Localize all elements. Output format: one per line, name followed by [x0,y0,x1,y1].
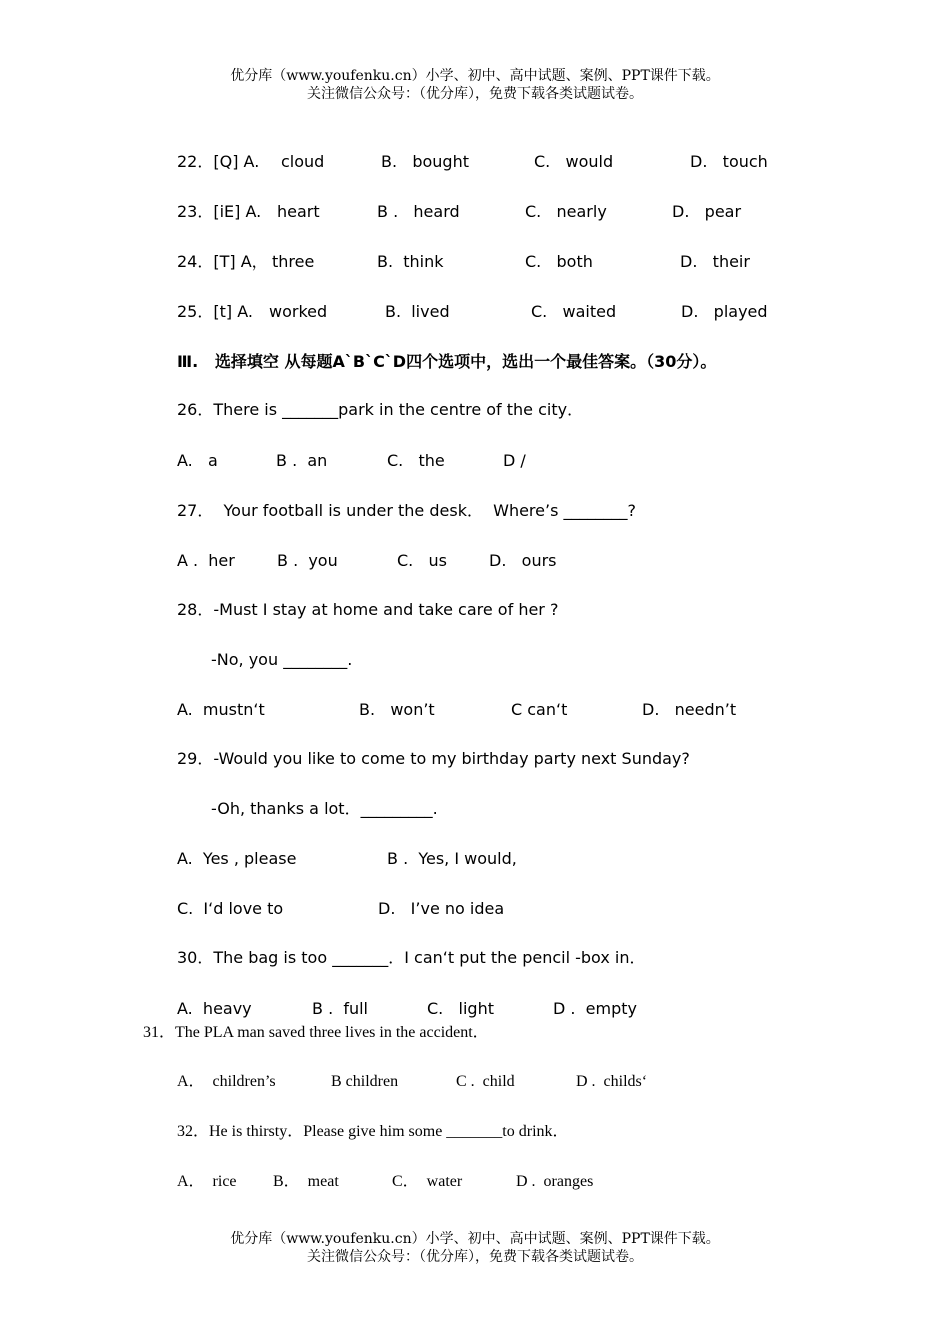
question-23 [0,200,950,224]
question-28 [0,598,950,622]
page-header-line-1: 优分库（www.youfenku.cn）小学、初中、高中试题、案例、PPT课件下载。 [230,68,720,84]
option-a: worked [269,302,328,321]
question-29 [0,747,950,771]
option-a: heart [277,202,320,221]
option-a: three [272,252,315,271]
option-a: A. heavy [177,999,252,1018]
option-d: D . childs‘ [576,1073,648,1090]
question-29-options-row-2 [0,897,950,921]
option-c: C. would [534,152,614,171]
question-31-options [0,1070,950,1094]
option-c: C. light [427,999,494,1018]
question-32-options [0,1170,950,1194]
option-b: B． meat [273,1173,339,1190]
section-title: Ⅲ. 选择填空 从每题A`B`C`D四个选项中，选出一个最佳答案。（30分）。 [177,352,717,371]
option-d: D. ours [489,551,557,570]
question-number: 22．[Q] A. [177,152,260,171]
option-c: C. us [397,551,447,570]
option-c: C. waited [531,302,617,321]
option-a: A． rice [177,1173,237,1190]
option-a: A． children’s [177,1073,276,1090]
option-b: B . heard [377,202,460,221]
question-stem: 27． Your football is under the desk． Where’s ________? [177,501,637,520]
option-d: D. needn’t [642,700,737,719]
option-b: B . an [276,451,328,470]
option-d: D. I’ve no idea [378,899,505,918]
option-d: D. touch [690,152,768,171]
question-30 [0,946,950,970]
option-d: D . empty [553,999,637,1018]
section-3-heading [0,350,950,374]
page-footer-line-1: 优分库（www.youfenku.cn）小学、初中、高中试题、案例、PPT课件下载。 [230,1231,720,1247]
question-22 [0,150,950,174]
option-a: A. Yes , please [177,849,297,868]
option-c: C． water [392,1173,463,1190]
option-b: B children [331,1073,399,1090]
question-number: 24．[T] A， [177,252,268,271]
option-b: B. lived [385,302,450,321]
question-29-options-row-1 [0,847,950,871]
question-25 [0,300,950,324]
question-number: 23．[iE] A. [177,202,262,221]
question-27 [0,499,950,523]
question-26 [0,398,950,422]
option-a: A. a [177,451,218,470]
dialogue-reply: -Oh, thanks a lot．_________. [211,799,438,818]
question-28-options [0,698,950,722]
question-stem: 26．There is _______park in the centre of the city． [177,400,584,419]
option-c: C . child [456,1073,515,1090]
question-stem: 29．-Would you like to come to my birthday party next Sunday? [177,749,690,768]
page-header-line-2: 关注微信公众号：（优分库），免费下载各类试题试卷。 [307,86,643,102]
option-c: C. both [525,252,593,271]
dialogue-reply: -No, you ________. [211,650,353,669]
option-d: D. pear [672,202,742,221]
option-c: C. the [387,451,445,470]
page-footer-line-2: 关注微信公众号：（优分库），免费下载各类试题试卷。 [307,1249,643,1265]
question-stem: 28．-Must I stay at home and take care of her ? [177,600,559,619]
question-stem: 30．The bag is too _______．I can‘t put the pencil -box in． [177,948,646,967]
question-28-reply [0,648,950,672]
option-b: B. won’t [359,700,435,719]
option-c: C. nearly [525,202,607,221]
option-b: B. think [377,252,444,271]
option-b: B. bought [381,152,469,171]
option-b: B . you [277,551,338,570]
question-29-reply [0,797,950,821]
question-31 [0,1021,950,1045]
option-a: A. mustn‘t [177,700,265,719]
option-d: D. played [681,302,768,321]
question-number: 25．[t] A. [177,302,253,321]
question-30-options [0,997,950,1021]
option-b: B . full [312,999,368,1018]
question-stem: 32．He is thirsty．Please give him some _______to drink． [177,1123,569,1140]
option-d: D . oranges [516,1173,594,1190]
question-stem: 31．The PLA man saved three lives in the accident． [143,1024,489,1041]
question-27-options [0,549,950,573]
option-d: D / [503,451,526,470]
option-a: cloud [281,152,325,171]
option-c: C can‘t [511,700,568,719]
question-24 [0,250,950,274]
question-32 [0,1120,950,1144]
option-d: D. their [680,252,750,271]
question-26-options [0,449,950,473]
option-b: B . Yes, I would, [387,849,517,868]
option-c: C. I‘d love to [177,899,284,918]
option-a: A . her [177,551,235,570]
